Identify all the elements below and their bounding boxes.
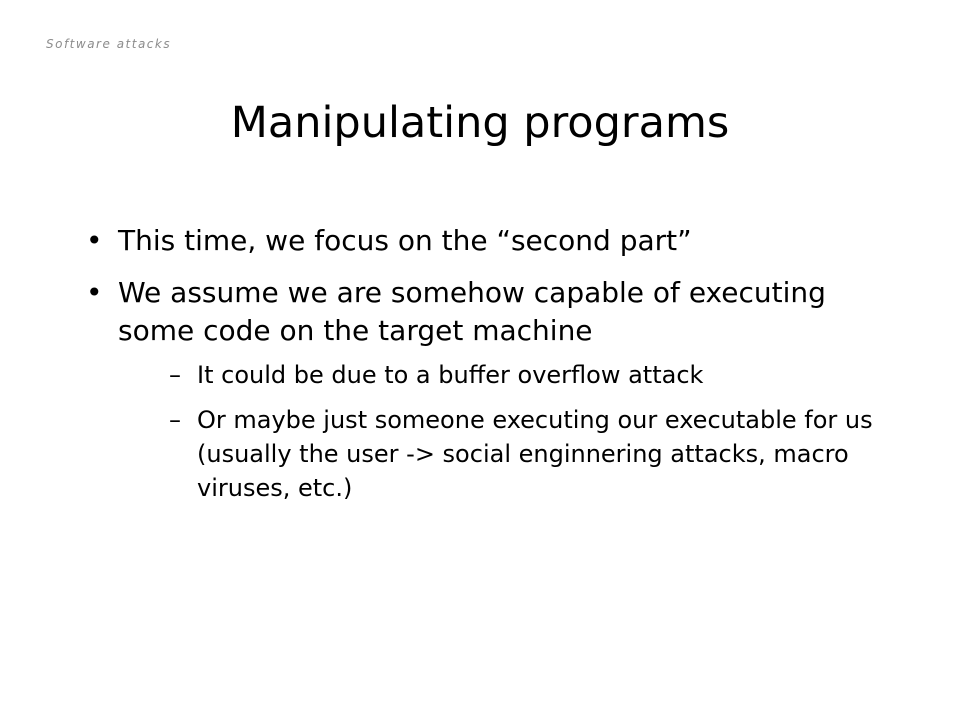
- bullet-list: [80, 222, 880, 519]
- bullet-dot-icon: •: [86, 224, 103, 257]
- bullet-text: This time, we focus on the “second part”: [118, 224, 692, 257]
- subbullet-item: [118, 358, 880, 392]
- subbullet-text: It could be due to a buffer overflow attack: [197, 361, 704, 389]
- subbullet-list: [118, 358, 880, 505]
- dash-icon: –: [169, 361, 181, 389]
- slide-header: Software attacks: [46, 37, 172, 51]
- subbullet-item: [118, 403, 880, 505]
- dash-icon: –: [169, 406, 181, 434]
- bullet-text: We assume we are somehow capable of executing some code on the target machine: [118, 276, 826, 347]
- bullet-item: [80, 274, 880, 505]
- slide-title: Manipulating programs: [230, 98, 730, 148]
- bullet-dot-icon: •: [86, 276, 103, 309]
- subbullet-text: Or maybe just someone executing our executable for us (usually the user -> social enginnering attacks, macro viruses, etc.): [197, 406, 873, 502]
- bullet-item: [80, 222, 880, 260]
